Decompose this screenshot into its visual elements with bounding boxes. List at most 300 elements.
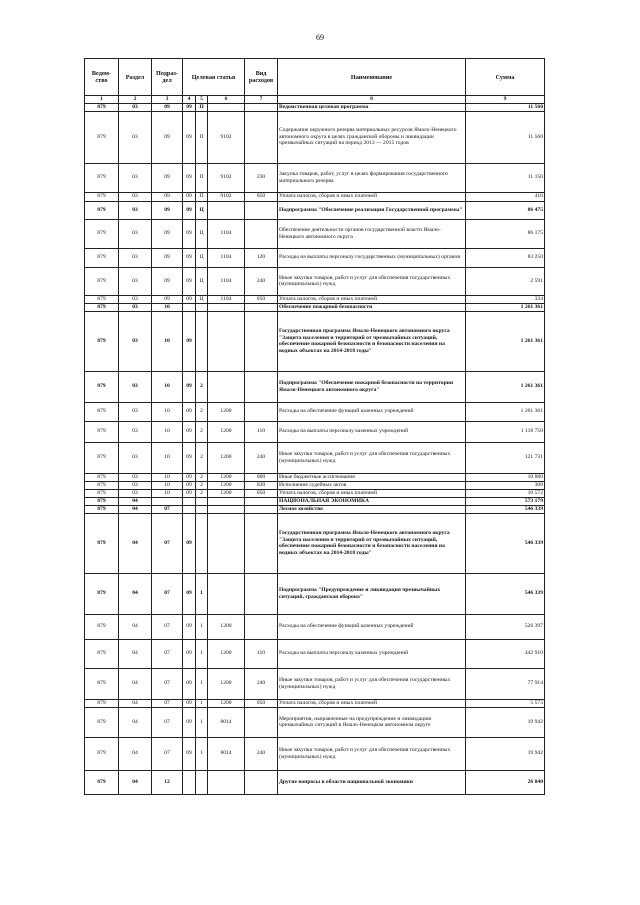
cell-vid-rashodov: 850 bbox=[245, 489, 278, 497]
cell-celevaya-3: 1200 bbox=[208, 473, 245, 481]
header-vid-rashodov: Вид расходов bbox=[245, 59, 278, 96]
table-row bbox=[85, 192, 545, 201]
cell-celevaya-2: 2 bbox=[196, 371, 208, 402]
cell-naimenovanie: Государственная программа Ямало-Ненецкого автономного округа "Защита населения и территорий от чрезвычайных ситуаций, обеспечение пожарной безопасности и безопасности населения на водных объектах на 2014-2018 годы" bbox=[278, 311, 466, 371]
cell-vid-rashodov bbox=[245, 303, 278, 311]
cell-razdel: 04 bbox=[119, 497, 152, 505]
cell-celevaya-3 bbox=[208, 505, 245, 513]
cell-vid-rashodov: 800 bbox=[245, 473, 278, 481]
cell-celevaya-3: 1104 bbox=[208, 295, 245, 303]
cell-celevaya-3: 1200 bbox=[208, 639, 245, 668]
cell-podrazdel: 10 bbox=[152, 402, 183, 421]
header-celevaya-statya: Целевая статья bbox=[183, 59, 245, 96]
cell-celevaya-1: 09 bbox=[183, 442, 196, 473]
cell-razdel: 03 bbox=[119, 201, 152, 219]
table-row bbox=[85, 481, 545, 489]
cell-celevaya-2: 2 bbox=[196, 473, 208, 481]
cell-celevaya-2: 1 bbox=[196, 614, 208, 639]
cell-naimenovanie: Иные закупки товаров, работ и услуг для обеспечения государственных (муниципальных) нужд bbox=[278, 668, 466, 699]
cell-summa: 1 261 361 bbox=[466, 402, 545, 421]
table-row bbox=[85, 668, 545, 699]
cell-vedomstvo: 879 bbox=[85, 421, 119, 442]
cell-celevaya-1: 09 bbox=[183, 513, 196, 573]
table-row bbox=[85, 421, 545, 442]
cell-vid-rashodov bbox=[245, 219, 278, 248]
cell-vedomstvo: 879 bbox=[85, 267, 119, 295]
cell-celevaya-2 bbox=[196, 311, 208, 371]
cell-vedomstvo: 879 bbox=[85, 737, 119, 770]
cell-podrazdel: 10 bbox=[152, 442, 183, 473]
table-row bbox=[85, 737, 545, 770]
header-naimenovanie: Наименование bbox=[278, 59, 466, 96]
cell-celevaya-3 bbox=[208, 201, 245, 219]
cell-celevaya-1: 09 bbox=[183, 201, 196, 219]
cell-razdel: 04 bbox=[119, 668, 152, 699]
header-vedomstvo: Ведом-ство bbox=[85, 59, 119, 96]
cell-razdel: 04 bbox=[119, 770, 152, 794]
col-num-7: 7 bbox=[245, 96, 278, 104]
cell-celevaya-2: 2 bbox=[196, 421, 208, 442]
cell-naimenovanie: Подпрограмма "Обеспечение реализации Государственной программы" bbox=[278, 201, 466, 219]
cell-celevaya-3 bbox=[208, 103, 245, 111]
table-row bbox=[85, 639, 545, 668]
cell-summa: 10 572 bbox=[466, 489, 545, 497]
cell-razdel: 04 bbox=[119, 737, 152, 770]
cell-vid-rashodov bbox=[245, 614, 278, 639]
cell-razdel: 03 bbox=[119, 303, 152, 311]
cell-podrazdel: 07 bbox=[152, 614, 183, 639]
cell-naimenovanie: Расходы на обеспечение функций казенных учреждений bbox=[278, 614, 466, 639]
cell-celevaya-2 bbox=[196, 303, 208, 311]
cell-celevaya-2: П bbox=[196, 103, 208, 111]
cell-celevaya-1: 09 bbox=[183, 192, 196, 201]
cell-naimenovanie: Иные закупки товаров, работ и услуг для обеспечения государственных (муниципальных) нужд bbox=[278, 737, 466, 770]
cell-celevaya-3: 1104 bbox=[208, 267, 245, 295]
cell-vedomstvo: 879 bbox=[85, 668, 119, 699]
cell-celevaya-1: 09 bbox=[183, 707, 196, 737]
cell-summa: 5 573 bbox=[466, 699, 545, 707]
cell-podrazdel: 10 bbox=[152, 481, 183, 489]
cell-vedomstvo: 879 bbox=[85, 111, 119, 163]
cell-naimenovanie: Государственная программа Ямало-Ненецкого автономного округа "Защита населения и территорий от чрезвычайных ситуаций, обеспечение пожарной безопасности и безопасности населения на водных объектах на 2014-2018 годы" bbox=[278, 513, 466, 573]
cell-vid-rashodov bbox=[245, 402, 278, 421]
cell-razdel: 03 bbox=[119, 489, 152, 497]
cell-vedomstvo: 879 bbox=[85, 505, 119, 513]
cell-podrazdel: 09 bbox=[152, 163, 183, 192]
cell-celevaya-2: Ц bbox=[196, 248, 208, 267]
cell-podrazdel: 10 bbox=[152, 311, 183, 371]
cell-celevaya-1 bbox=[183, 505, 196, 513]
cell-podrazdel: 07 bbox=[152, 699, 183, 707]
cell-naimenovanie: Уплата налогов, сборов и иных платежей bbox=[278, 699, 466, 707]
column-number-row bbox=[85, 96, 545, 104]
cell-vedomstvo: 879 bbox=[85, 707, 119, 737]
cell-celevaya-3 bbox=[208, 513, 245, 573]
cell-naimenovanie: Подпрограмма "Обеспечение пожарной безопасности на территории Ямало-Ненецкого автономного округа" bbox=[278, 371, 466, 402]
cell-naimenovanie: Иные бюджетные ассигнования bbox=[278, 473, 466, 481]
cell-vid-rashodov: 230 bbox=[245, 163, 278, 192]
cell-celevaya-2: 1 bbox=[196, 737, 208, 770]
cell-celevaya-2: 1 bbox=[196, 699, 208, 707]
cell-celevaya-3 bbox=[208, 311, 245, 371]
cell-celevaya-3: 1200 bbox=[208, 402, 245, 421]
cell-summa: 308 bbox=[466, 481, 545, 489]
cell-celevaya-3: 1104 bbox=[208, 248, 245, 267]
table-row bbox=[85, 311, 545, 371]
table-row bbox=[85, 402, 545, 421]
cell-celevaya-3: 1200 bbox=[208, 489, 245, 497]
cell-naimenovanie: Обеспечение деятельности органов государственной власти Ямало-Ненецкого автономного округа bbox=[278, 219, 466, 248]
header-summa: Сумма bbox=[466, 59, 545, 96]
table-row bbox=[85, 489, 545, 497]
cell-vid-rashodov: 240 bbox=[245, 267, 278, 295]
col-num-4: 4 bbox=[183, 96, 196, 104]
cell-vid-rashodov bbox=[245, 311, 278, 371]
cell-razdel: 04 bbox=[119, 639, 152, 668]
cell-podrazdel: 07 bbox=[152, 737, 183, 770]
budget-table bbox=[84, 58, 545, 795]
col-num-2: 2 bbox=[119, 96, 152, 104]
cell-celevaya-2: 1 bbox=[196, 707, 208, 737]
cell-podrazdel bbox=[152, 497, 183, 505]
cell-vedomstvo: 879 bbox=[85, 573, 119, 614]
header-row bbox=[85, 59, 545, 96]
cell-summa: 546 339 bbox=[466, 505, 545, 513]
cell-razdel: 04 bbox=[119, 505, 152, 513]
cell-celevaya-3 bbox=[208, 303, 245, 311]
cell-celevaya-2: 2 bbox=[196, 481, 208, 489]
cell-vid-rashodov bbox=[245, 707, 278, 737]
cell-naimenovanie: Ведомственная целевая программа bbox=[278, 103, 466, 111]
cell-celevaya-1 bbox=[183, 770, 196, 794]
cell-celevaya-1: 09 bbox=[183, 639, 196, 668]
cell-celevaya-1: 09 bbox=[183, 295, 196, 303]
cell-naimenovanie: Подпрограмма "Предупреждение и ликвидация чрезвычайных ситуаций, гражданская оборона" bbox=[278, 573, 466, 614]
cell-vedomstvo: 879 bbox=[85, 699, 119, 707]
col-num-9: 9 bbox=[466, 96, 545, 104]
col-num-3: 3 bbox=[152, 96, 183, 104]
table-row bbox=[85, 248, 545, 267]
cell-celevaya-3: 9102 bbox=[208, 111, 245, 163]
cell-celevaya-1: 09 bbox=[183, 614, 196, 639]
cell-vid-rashodov bbox=[245, 573, 278, 614]
cell-celevaya-1 bbox=[183, 497, 196, 505]
cell-celevaya-1: 09 bbox=[183, 421, 196, 442]
cell-razdel: 04 bbox=[119, 699, 152, 707]
cell-vedomstvo: 879 bbox=[85, 639, 119, 668]
cell-naimenovanie: Уплата налогов, сборов и иных платежей bbox=[278, 192, 466, 201]
cell-celevaya-3: 1200 bbox=[208, 699, 245, 707]
cell-vid-rashodov bbox=[245, 505, 278, 513]
cell-vid-rashodov: 110 bbox=[245, 639, 278, 668]
cell-podrazdel: 09 bbox=[152, 192, 183, 201]
cell-vid-rashodov bbox=[245, 497, 278, 505]
cell-razdel: 03 bbox=[119, 103, 152, 111]
cell-celevaya-2: П bbox=[196, 192, 208, 201]
table-row bbox=[85, 103, 545, 111]
cell-celevaya-3 bbox=[208, 573, 245, 614]
cell-celevaya-3: 1200 bbox=[208, 421, 245, 442]
cell-celevaya-2: Ц bbox=[196, 201, 208, 219]
cell-vid-rashodov bbox=[245, 201, 278, 219]
cell-summa: 526 397 bbox=[466, 614, 545, 639]
cell-vedomstvo: 879 bbox=[85, 497, 119, 505]
cell-podrazdel: 07 bbox=[152, 668, 183, 699]
table-row bbox=[85, 295, 545, 303]
cell-summa: 1 261 361 bbox=[466, 311, 545, 371]
cell-vedomstvo: 879 bbox=[85, 402, 119, 421]
cell-summa: 546 339 bbox=[466, 513, 545, 573]
cell-vedomstvo: 879 bbox=[85, 248, 119, 267]
cell-razdel: 03 bbox=[119, 421, 152, 442]
cell-celevaya-2: 1 bbox=[196, 639, 208, 668]
cell-vid-rashodov bbox=[245, 513, 278, 573]
cell-vedomstvo: 879 bbox=[85, 103, 119, 111]
cell-vid-rashodov bbox=[245, 371, 278, 402]
cell-celevaya-3: 1200 bbox=[208, 442, 245, 473]
table-body bbox=[85, 103, 545, 794]
cell-celevaya-1: 09 bbox=[183, 668, 196, 699]
cell-celevaya-1: 09 bbox=[183, 699, 196, 707]
cell-summa: 11 150 bbox=[466, 163, 545, 192]
cell-podrazdel: 10 bbox=[152, 473, 183, 481]
cell-summa: 121 731 bbox=[466, 442, 545, 473]
table-row bbox=[85, 267, 545, 295]
cell-celevaya-3: 1200 bbox=[208, 668, 245, 699]
cell-vedomstvo: 879 bbox=[85, 303, 119, 311]
cell-naimenovanie: Другие вопросы в области национальной экономики bbox=[278, 770, 466, 794]
cell-celevaya-2: Ц bbox=[196, 295, 208, 303]
cell-naimenovanie: Уплата налогов, сборов и иных платежей bbox=[278, 489, 466, 497]
cell-celevaya-3 bbox=[208, 371, 245, 402]
cell-celevaya-2: П bbox=[196, 163, 208, 192]
cell-celevaya-3: 8014 bbox=[208, 737, 245, 770]
table-row bbox=[85, 614, 545, 639]
cell-razdel: 03 bbox=[119, 219, 152, 248]
cell-summa: 573 179 bbox=[466, 497, 545, 505]
cell-podrazdel: 10 bbox=[152, 371, 183, 402]
cell-razdel: 03 bbox=[119, 111, 152, 163]
col-num-5: 5 bbox=[196, 96, 208, 104]
cell-summa: 1 261 361 bbox=[466, 303, 545, 311]
cell-celevaya-1: 09 bbox=[183, 402, 196, 421]
cell-naimenovanie: Расходы на выплаты персоналу казенных учреждений bbox=[278, 421, 466, 442]
table-row bbox=[85, 770, 545, 794]
cell-vid-rashodov: 240 bbox=[245, 442, 278, 473]
cell-celevaya-2 bbox=[196, 505, 208, 513]
table-row bbox=[85, 699, 545, 707]
cell-razdel: 03 bbox=[119, 267, 152, 295]
cell-celevaya-3: 8014 bbox=[208, 707, 245, 737]
table-row bbox=[85, 707, 545, 737]
cell-vedomstvo: 879 bbox=[85, 311, 119, 371]
table-row bbox=[85, 201, 545, 219]
cell-summa: 334 bbox=[466, 295, 545, 303]
cell-summa: 77 914 bbox=[466, 668, 545, 699]
cell-vedomstvo: 879 bbox=[85, 371, 119, 402]
cell-vedomstvo: 879 bbox=[85, 614, 119, 639]
cell-naimenovanie: Закупка товаров, работ, услуг в целях формирования государственного материального резерва bbox=[278, 163, 466, 192]
page-number: 69 bbox=[316, 33, 324, 42]
cell-vedomstvo: 879 bbox=[85, 442, 119, 473]
cell-celevaya-3: 1200 bbox=[208, 481, 245, 489]
cell-celevaya-1: 09 bbox=[183, 219, 196, 248]
cell-naimenovanie: Лесное хозяйство bbox=[278, 505, 466, 513]
cell-celevaya-1: 09 bbox=[183, 573, 196, 614]
cell-summa: 19 942 bbox=[466, 737, 545, 770]
cell-vedomstvo: 879 bbox=[85, 513, 119, 573]
cell-podrazdel: 07 bbox=[152, 707, 183, 737]
cell-celevaya-2: 1 bbox=[196, 573, 208, 614]
cell-celevaya-1: 09 bbox=[183, 267, 196, 295]
cell-vedomstvo: 879 bbox=[85, 770, 119, 794]
cell-summa: 86 175 bbox=[466, 219, 545, 248]
col-num-6: 6 bbox=[208, 96, 245, 104]
cell-vedomstvo: 879 bbox=[85, 163, 119, 192]
cell-razdel: 03 bbox=[119, 163, 152, 192]
cell-razdel: 03 bbox=[119, 473, 152, 481]
cell-summa: 1 261 361 bbox=[466, 371, 545, 402]
header-podrazdel: Подраз-дел bbox=[152, 59, 183, 96]
cell-podrazdel: 10 bbox=[152, 421, 183, 442]
cell-vedomstvo: 879 bbox=[85, 489, 119, 497]
cell-vid-rashodov bbox=[245, 111, 278, 163]
cell-celevaya-2 bbox=[196, 497, 208, 505]
cell-naimenovanie: НАЦИОНАЛЬНАЯ ЭКОНОМИКА bbox=[278, 497, 466, 505]
cell-podrazdel: 10 bbox=[152, 489, 183, 497]
cell-podrazdel: 09 bbox=[152, 219, 183, 248]
table-row bbox=[85, 163, 545, 192]
cell-celevaya-1: 09 bbox=[183, 737, 196, 770]
cell-celevaya-1: 09 bbox=[183, 473, 196, 481]
cell-podrazdel: 09 bbox=[152, 103, 183, 111]
table-row bbox=[85, 303, 545, 311]
cell-vid-rashodov: 850 bbox=[245, 295, 278, 303]
cell-celevaya-1: 09 bbox=[183, 103, 196, 111]
cell-podrazdel: 09 bbox=[152, 295, 183, 303]
col-num-1: 1 bbox=[85, 96, 119, 104]
header-razdel: Раздел bbox=[119, 59, 152, 96]
table-row bbox=[85, 505, 545, 513]
cell-razdel: 04 bbox=[119, 707, 152, 737]
cell-celevaya-1: 09 bbox=[183, 163, 196, 192]
cell-podrazdel: 09 bbox=[152, 111, 183, 163]
cell-naimenovanie: Обеспечение пожарной безопасности bbox=[278, 303, 466, 311]
cell-celevaya-1: 09 bbox=[183, 371, 196, 402]
cell-podrazdel: 10 bbox=[152, 303, 183, 311]
cell-vedomstvo: 879 bbox=[85, 201, 119, 219]
cell-podrazdel: 09 bbox=[152, 201, 183, 219]
cell-celevaya-1: 09 bbox=[183, 111, 196, 163]
cell-naimenovanie: Расходы на выплаты персоналу государственных (муниципальных) органов bbox=[278, 248, 466, 267]
cell-podrazdel: 07 bbox=[152, 639, 183, 668]
cell-vedomstvo: 879 bbox=[85, 481, 119, 489]
col-num-8: 8 bbox=[278, 96, 466, 104]
table-row bbox=[85, 573, 545, 614]
cell-razdel: 03 bbox=[119, 481, 152, 489]
cell-vid-rashodov: 120 bbox=[245, 248, 278, 267]
cell-celevaya-3 bbox=[208, 770, 245, 794]
cell-vid-rashodov bbox=[245, 770, 278, 794]
cell-razdel: 03 bbox=[119, 192, 152, 201]
cell-podrazdel: 07 bbox=[152, 573, 183, 614]
cell-celevaya-1: 09 bbox=[183, 481, 196, 489]
cell-vid-rashodov: 850 bbox=[245, 192, 278, 201]
cell-naimenovanie: Содержание окружного резерва материальных ресурсов Ямало-Ненецкого автономного округа в целях гражданской обороны и ликвидации чрезвычайных ситуаций на период 2013 — 2015 годов bbox=[278, 111, 466, 163]
cell-celevaya-2 bbox=[196, 770, 208, 794]
cell-celevaya-2: 2 bbox=[196, 442, 208, 473]
cell-celevaya-3: 1200 bbox=[208, 614, 245, 639]
cell-summa: 410 bbox=[466, 192, 545, 201]
cell-celevaya-1: 09 bbox=[183, 489, 196, 497]
cell-podrazdel: 09 bbox=[152, 267, 183, 295]
cell-naimenovanie: Расходы на обеспечение функций казенных учреждений bbox=[278, 402, 466, 421]
cell-vedomstvo: 879 bbox=[85, 473, 119, 481]
table-row bbox=[85, 219, 545, 248]
cell-celevaya-2: 1 bbox=[196, 668, 208, 699]
cell-celevaya-1 bbox=[183, 303, 196, 311]
table-row bbox=[85, 371, 545, 402]
cell-summa: 2 591 bbox=[466, 267, 545, 295]
cell-razdel: 03 bbox=[119, 295, 152, 303]
cell-naimenovanie: Расходы на выплаты персоналу казенных учреждений bbox=[278, 639, 466, 668]
cell-summa: 11 560 bbox=[466, 111, 545, 163]
cell-summa: 546 339 bbox=[466, 573, 545, 614]
cell-podrazdel: 07 bbox=[152, 513, 183, 573]
cell-celevaya-2: 2 bbox=[196, 489, 208, 497]
cell-celevaya-3: 9102 bbox=[208, 163, 245, 192]
cell-vid-rashodov: 240 bbox=[245, 668, 278, 699]
cell-celevaya-3: 9102 bbox=[208, 192, 245, 201]
cell-summa: 442 910 bbox=[466, 639, 545, 668]
table-row bbox=[85, 111, 545, 163]
cell-summa: 11 560 bbox=[466, 103, 545, 111]
table-row bbox=[85, 473, 545, 481]
cell-razdel: 04 bbox=[119, 573, 152, 614]
cell-summa: 19 942 bbox=[466, 707, 545, 737]
cell-summa: 1 118 750 bbox=[466, 421, 545, 442]
cell-razdel: 03 bbox=[119, 248, 152, 267]
table-row bbox=[85, 497, 545, 505]
cell-vid-rashodov bbox=[245, 103, 278, 111]
cell-razdel: 03 bbox=[119, 311, 152, 371]
cell-podrazdel: 09 bbox=[152, 248, 183, 267]
cell-vid-rashodov: 830 bbox=[245, 481, 278, 489]
cell-vid-rashodov: 240 bbox=[245, 737, 278, 770]
cell-vedomstvo: 879 bbox=[85, 192, 119, 201]
cell-summa: 26 840 bbox=[466, 770, 545, 794]
cell-celevaya-1: 09 bbox=[183, 248, 196, 267]
cell-razdel: 03 bbox=[119, 402, 152, 421]
cell-podrazdel: 12 bbox=[152, 770, 183, 794]
cell-naimenovanie: Мероприятия, направленные на предупреждение и ликвидацию чрезвычайных ситуаций в Ямало-Ненецком автономном округе bbox=[278, 707, 466, 737]
cell-summa: 10 880 bbox=[466, 473, 545, 481]
cell-vid-rashodov: 110 bbox=[245, 421, 278, 442]
cell-vedomstvo: 879 bbox=[85, 295, 119, 303]
cell-razdel: 03 bbox=[119, 442, 152, 473]
cell-razdel: 04 bbox=[119, 513, 152, 573]
cell-celevaya-2 bbox=[196, 513, 208, 573]
cell-podrazdel: 07 bbox=[152, 505, 183, 513]
cell-razdel: 03 bbox=[119, 371, 152, 402]
cell-vedomstvo: 879 bbox=[85, 219, 119, 248]
cell-razdel: 04 bbox=[119, 614, 152, 639]
cell-celevaya-2: 2 bbox=[196, 402, 208, 421]
cell-celevaya-3: 1104 bbox=[208, 219, 245, 248]
cell-naimenovanie: Иные закупки товаров, работ и услуг для обеспечения государственных (муниципальных) нужд bbox=[278, 267, 466, 295]
table-row bbox=[85, 442, 545, 473]
cell-celevaya-2: Ц bbox=[196, 219, 208, 248]
